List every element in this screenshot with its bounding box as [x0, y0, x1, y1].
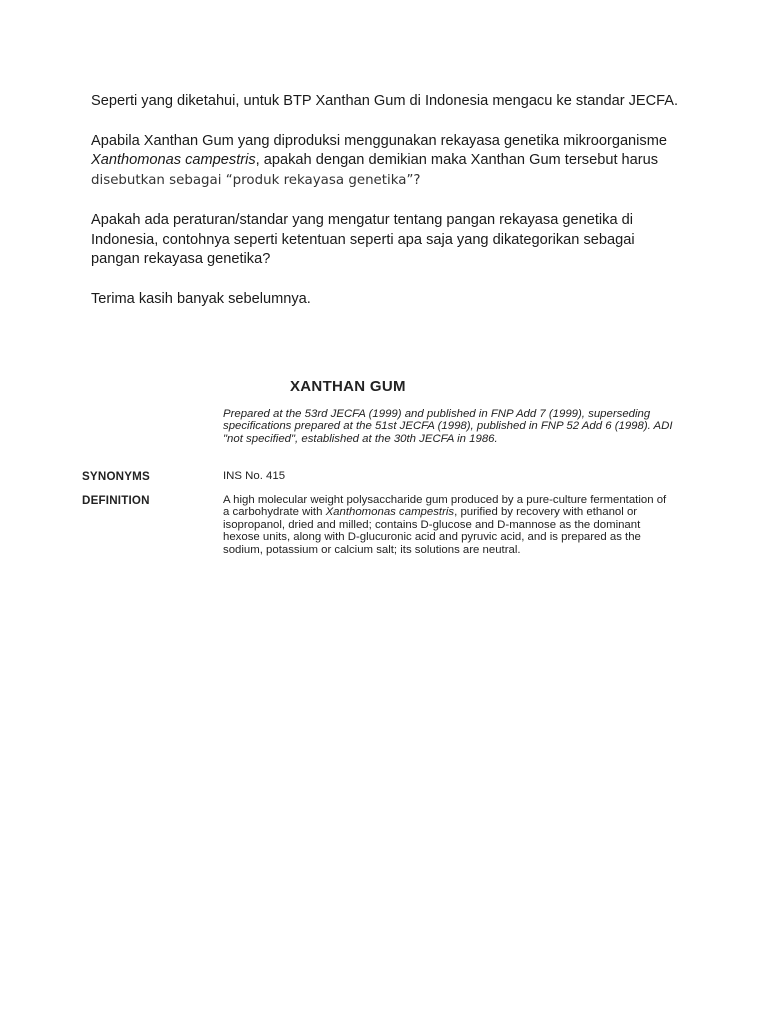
- definition-value: [223, 494, 673, 556]
- paragraph-question-labeling-text-1: Apabila Xanthan Gum yang diproduksi menggunakan rekayasa genetika mikroorganisme: [91, 132, 667, 149]
- paragraph-question-regulation: [91, 211, 681, 270]
- paragraph-question-regulation-text: Apakah ada peraturan/standar yang mengatur tentang pangan rekayasa genetika di Indonesia, contohnya seperti ketentuan seperti apa saja yang dikategorikan sebagai pangan rekayasa genetika?: [91, 211, 635, 268]
- paragraph-thanks-text: Terima kasih banyak sebelumnya.: [91, 290, 311, 307]
- definition-organism-name: Xanthomonas campestris: [325, 506, 455, 519]
- paragraph-intro-text: Seperti yang diketahui, untuk BTP Xanthan Gum di Indonesia mengacu ke standar JECFA.: [91, 93, 679, 109]
- paragraph-intro: [91, 92, 681, 112]
- organism-name: Xanthomonas campestris: [91, 152, 256, 169]
- definition-text-1: A high molecular weight polysaccharide gum produced by a pure-culture fermentation of a carbohydrate with: [223, 494, 667, 519]
- synonyms-value: INS No. 415: [223, 470, 286, 482]
- paragraph-question-labeling-text-3: disebutkan sebagai “produk rekayasa genetika”?: [91, 173, 421, 189]
- paragraph-question-labeling: [91, 132, 681, 191]
- paragraph-question-labeling-text-2: , apakah dengan demikian maka Xanthan Gum tersebut harus: [255, 152, 659, 169]
- definition-text-2: , purified by recovery with ethanol or isopropanol, dried and milled; contains D-glucose and D-mannose as the dominant hexose units, along with D-glucuronic acid and pyruvic acid, and is prepared as the sodium, potassium or calcium salt; its solutions are neutral.: [223, 506, 641, 556]
- synonyms-label: SYNONYMS: [82, 470, 150, 483]
- question-text: [91, 92, 681, 330]
- excerpt-preparation-note: Prepared at the 53rd JECFA (1999) and published in FNP Add 7 (1999), superseding specifications prepared at the 51st JECFA (1998), published in FNP 52 Add 6 (1998). ADI "not specified", established at the 30th JECFA in 1986.: [223, 408, 673, 445]
- definition-label: DEFINITION: [82, 494, 150, 507]
- paragraph-thanks: [91, 290, 681, 310]
- excerpt-title: XANTHAN GUM: [290, 378, 406, 395]
